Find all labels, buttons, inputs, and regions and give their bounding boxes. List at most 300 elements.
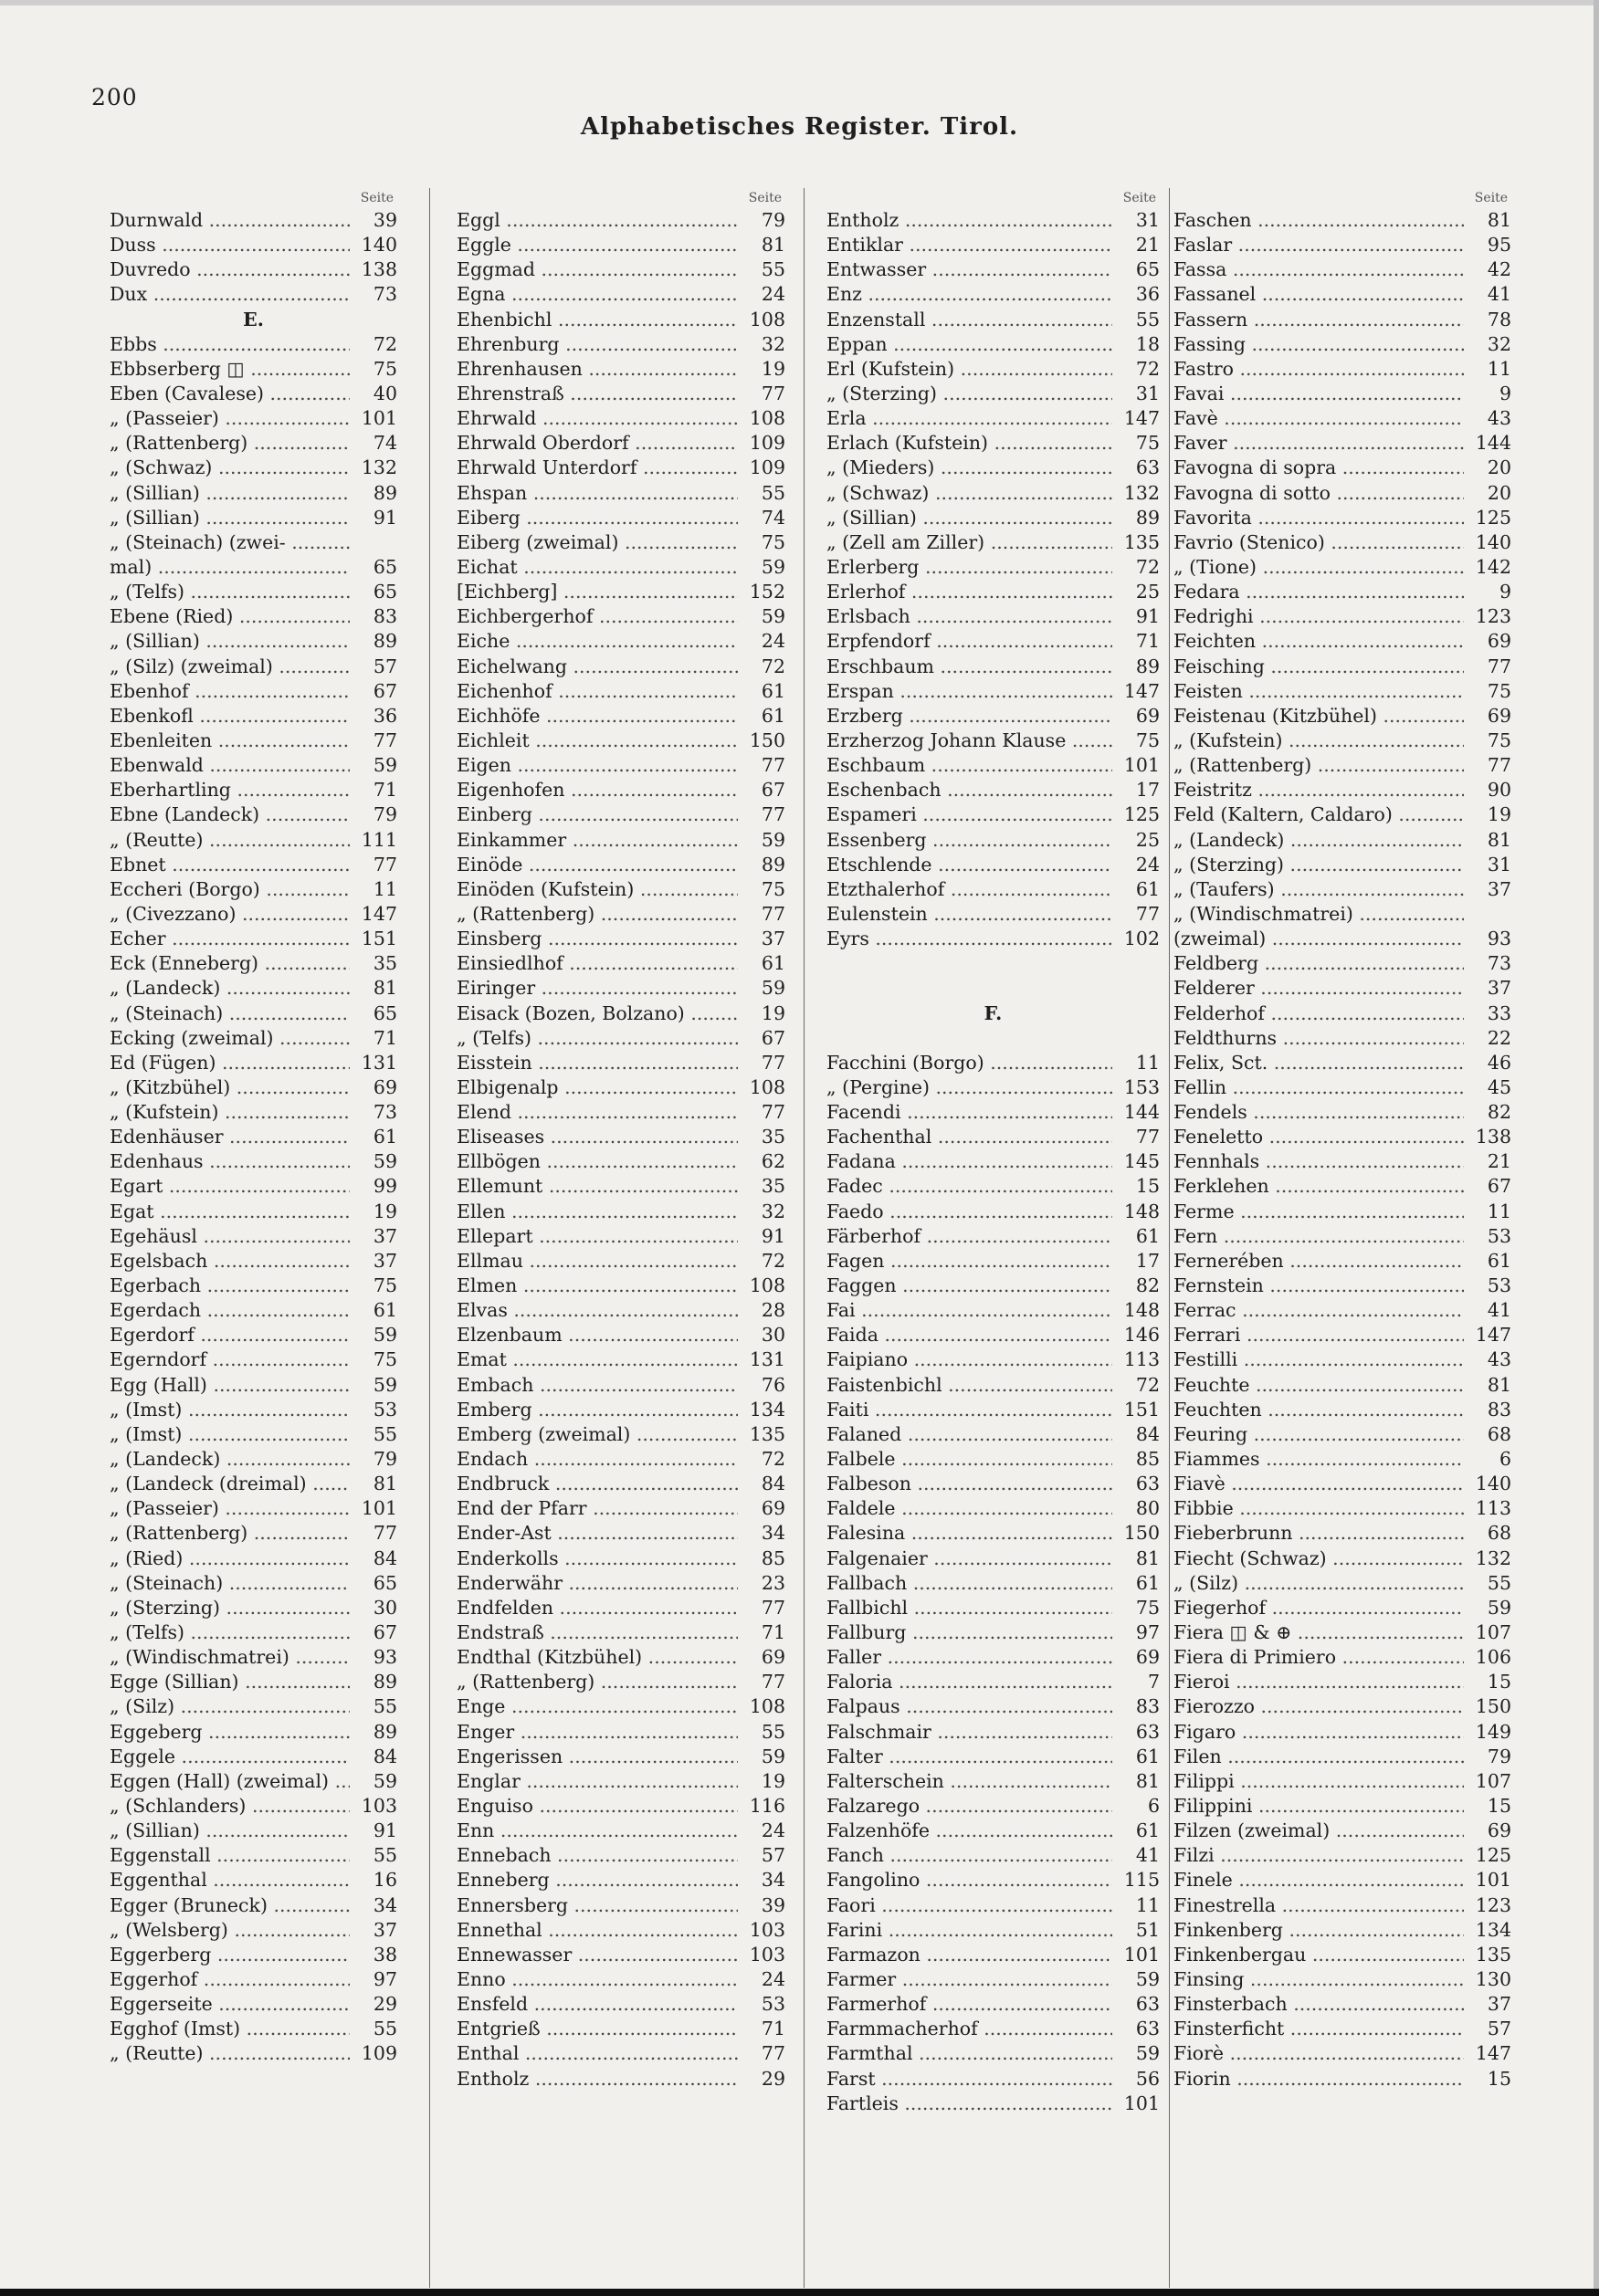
page-ref: 150: [749, 729, 785, 751]
index-entry: [826, 1398, 1160, 1422]
place-name: „ (Rattenberg) .....: [110, 431, 350, 456]
place-name: Eichhöfe .....: [457, 704, 738, 729]
page-ref: 81: [1135, 1769, 1160, 1792]
place-name: Filippini .....: [1173, 1794, 1464, 1819]
page-ref: 83: [373, 605, 397, 628]
page-ref: 15: [1135, 1175, 1160, 1198]
place-name: Fagen .....: [826, 1249, 1112, 1274]
page-ref: 125: [1475, 1844, 1511, 1867]
page-ref: 67: [761, 779, 785, 802]
page-ref: 142: [1475, 555, 1511, 578]
index-entry: [110, 902, 397, 927]
place-name: Filzen (zweimal) .....: [1173, 1819, 1464, 1843]
index-entry: [1173, 580, 1511, 604]
page-ref: 108: [749, 407, 785, 430]
index-entry: [110, 704, 397, 729]
index-entry: [1173, 332, 1511, 357]
page-ref: 83: [1487, 1398, 1511, 1421]
index-entry: [457, 1496, 785, 1521]
place-name: Fartleis .....: [826, 2092, 1112, 2116]
place-name: Egna .....: [457, 282, 738, 307]
index-entry: [110, 332, 397, 357]
place-name: Enz .....: [826, 282, 1112, 307]
place-name: „ (Imst) .....: [110, 1398, 350, 1422]
page-ref: 63: [1135, 456, 1160, 479]
index-entry: [1173, 1001, 1511, 1026]
index-entry: [1173, 555, 1511, 580]
page-ref: 93: [1487, 928, 1511, 950]
index-entry: [1173, 1298, 1511, 1323]
index-entry: [826, 679, 1160, 704]
index-entry: [110, 877, 397, 902]
page-ref: 146: [1123, 1324, 1160, 1347]
page-ref: 147: [1123, 679, 1160, 702]
page-ref: 56: [1135, 2067, 1160, 2090]
index-entry: [826, 604, 1160, 629]
page-ref: 24: [761, 630, 785, 653]
page-ref: 77: [1135, 1126, 1160, 1148]
index-entry: [457, 1001, 785, 1026]
page-ref: 37: [1487, 877, 1511, 900]
place-name: Eulenstein .....: [826, 902, 1112, 927]
index-entry: [457, 1620, 785, 1645]
index-entry: [1173, 1200, 1511, 1224]
index-entry: [457, 1447, 785, 1472]
index-entry: [457, 406, 785, 431]
page-ref: 95: [1487, 234, 1511, 257]
place-name: Ebnet .....: [110, 853, 350, 877]
index-entry: [826, 704, 1160, 729]
index-entry: [110, 729, 397, 753]
index-entry: [110, 1026, 397, 1051]
place-name: Faipiano .....: [826, 1347, 1112, 1372]
place-name: „ (Silz) .....: [1173, 1571, 1464, 1596]
place-name: „ (Sillian) .....: [110, 506, 350, 530]
place-name: „ (Silz) .....: [110, 1694, 350, 1719]
page-ref: [1464, 902, 1511, 927]
page-ref: 61: [761, 704, 785, 727]
index-entry: [110, 1447, 397, 1472]
place-name: Fassern .....: [1173, 308, 1464, 332]
place-name: Faver .....: [1173, 431, 1464, 456]
page-ref: 41: [1487, 283, 1511, 306]
place-name: Einöden (Kufstein) .....: [457, 877, 738, 902]
page-ref: 29: [761, 2067, 785, 2090]
page-ref: 80: [1135, 1497, 1160, 1520]
page-ref: 134: [749, 1398, 785, 1421]
place-name: Egehäusl .....: [110, 1224, 350, 1249]
place-name: Ferklehen .....: [1173, 1174, 1464, 1199]
page-ref: 71: [761, 1621, 785, 1644]
place-name: Feneletto .....: [1173, 1125, 1464, 1149]
place-name: Fallbach .....: [826, 1571, 1112, 1596]
index-entry: [110, 1496, 397, 1521]
index-entry: [826, 1249, 1160, 1274]
index-entry: [110, 1843, 397, 1868]
place-name: Ender-Ast .....: [457, 1521, 738, 1546]
page-ref: 81: [373, 1473, 397, 1495]
place-name: Feuring .....: [1173, 1422, 1464, 1447]
place-name: „ (Sillian) .....: [110, 629, 350, 654]
place-name: Edenhaus .....: [110, 1149, 350, 1174]
place-name: Egerdach .....: [110, 1298, 350, 1323]
page-ref: 138: [1475, 1126, 1511, 1148]
place-name: Filippi .....: [1173, 1769, 1464, 1794]
index-entry: [457, 1323, 785, 1347]
place-name: Feuchte .....: [1173, 1373, 1464, 1398]
page-ref: 69: [1135, 704, 1160, 727]
place-name: Erlerberg .....: [826, 555, 1112, 580]
page-ref: 59: [373, 1150, 397, 1173]
index-entry: [1173, 1992, 1511, 2017]
page-ref: 85: [761, 1546, 785, 1569]
place-name: Espameri .....: [826, 802, 1112, 827]
page-ref: 11: [1135, 1051, 1160, 1074]
place-name: Egat .....: [110, 1200, 350, 1224]
page-ref: 140: [1475, 530, 1511, 553]
page-ref: 69: [1487, 1819, 1511, 1842]
place-name: „ (Kufstein) .....: [110, 1100, 350, 1125]
index-entry: [826, 506, 1160, 530]
place-name: Faldele .....: [826, 1496, 1112, 1521]
place-name: „ (Sillian) .....: [826, 506, 1112, 530]
page-ref: 151: [361, 928, 397, 950]
place-name: Falpaus .....: [826, 1694, 1112, 1719]
index-entry: [826, 902, 1160, 927]
index-entry: [457, 802, 785, 827]
page-ref: 116: [749, 1795, 785, 1817]
page-ref: 59: [761, 555, 785, 578]
page-ref: 39: [761, 1893, 785, 1916]
place-name: „ (Rattenberg) .....: [110, 1521, 350, 1546]
index-entry: [1173, 1596, 1511, 1620]
index-entry: [110, 604, 397, 629]
index-entry: [457, 580, 785, 604]
index-entry: [457, 853, 785, 877]
index-entry: [826, 308, 1160, 332]
index-entry: [826, 456, 1160, 480]
page-ref: 24: [761, 1967, 785, 1990]
index-entry: [1173, 951, 1511, 976]
place-name: Einsberg .....: [457, 927, 738, 951]
place-name: Eigen .....: [457, 753, 738, 778]
page-ref: 61: [761, 952, 785, 975]
place-name: Ebbs .....: [110, 332, 350, 357]
page-ref: 135: [749, 1422, 785, 1445]
place-name: Egerndorf .....: [110, 1347, 350, 1372]
place-name: „ (Passeier) .....: [110, 1496, 350, 1521]
place-name: Ehrwald Oberdorf .....: [457, 431, 738, 456]
place-name: Emberg (zweimal) .....: [457, 1422, 738, 1447]
page-ref: 63: [1135, 2018, 1160, 2040]
place-name: Echer .....: [110, 927, 350, 951]
page-ref: 72: [761, 1448, 785, 1471]
place-name: Falbeson .....: [826, 1472, 1112, 1496]
page-ref: 59: [1135, 2042, 1160, 2065]
place-name: Einkammer .....: [457, 828, 738, 853]
index-entry: [826, 1992, 1160, 2017]
place-name: „ (Tione) .....: [1173, 555, 1464, 580]
page-ref: 67: [1487, 1175, 1511, 1198]
place-name: Egghof (Imst) .....: [110, 2017, 350, 2041]
page-ref: 148: [1123, 1299, 1160, 1322]
page-ref: 39: [373, 209, 397, 231]
place-name: Facendi .....: [826, 1100, 1112, 1125]
page-ref: 75: [373, 1348, 397, 1371]
page-ref: 108: [749, 1695, 785, 1718]
index-entry: [110, 456, 397, 480]
index-entry: [826, 927, 1160, 951]
index-entry: [110, 679, 397, 704]
page-ref: 29: [373, 1993, 397, 2016]
place-name: Ellepart .....: [457, 1224, 738, 1249]
place-name: Endthal (Kitzbühel) .....: [457, 1645, 738, 1670]
place-name: Eggenstall .....: [110, 1843, 350, 1868]
place-name: Fendels .....: [1173, 1100, 1464, 1125]
place-name: „ (Mieders) .....: [826, 456, 1112, 480]
place-name: Fellin .....: [1173, 1075, 1464, 1100]
index-entry: [826, 233, 1160, 257]
place-name: Feldberg .....: [1173, 951, 1464, 976]
place-name: Erlsbach .....: [826, 604, 1112, 629]
page-ref: 55: [761, 1720, 785, 1743]
page-ref: 35: [373, 952, 397, 975]
index-entry: [457, 1769, 785, 1794]
place-name: „ (Steinach) (zwei- .....: [110, 530, 350, 555]
index-entry: [1173, 753, 1511, 778]
page-ref: 107: [1475, 1621, 1511, 1644]
place-name: Eggele .....: [110, 1745, 350, 1769]
place-name: [Eichberg] .....: [457, 580, 738, 604]
page-ref: 59: [373, 1373, 397, 1396]
place-name: Fieroi .....: [1173, 1670, 1464, 1694]
column-rule: [429, 188, 430, 2288]
place-name: Felderer .....: [1173, 976, 1464, 1001]
place-name: Eggeberg .....: [110, 1720, 350, 1745]
index-entry: [110, 1918, 397, 1943]
scan-right-edge: [1594, 0, 1599, 2296]
place-name: Ferrac .....: [1173, 1298, 1464, 1323]
place-name: mal) .....: [110, 555, 350, 580]
place-name: Elvas .....: [457, 1298, 738, 1323]
place-name: Eiberg (zweimal) .....: [457, 530, 738, 555]
place-name: Eccheri (Borgo) .....: [110, 877, 350, 902]
place-name: Egge (Sillian) .....: [110, 1670, 350, 1694]
place-name: Ebenleiten .....: [110, 729, 350, 753]
place-name: Ellemunt .....: [457, 1174, 738, 1199]
index-entry: [826, 282, 1160, 307]
index-entry: [457, 1893, 785, 1918]
index-entry: [457, 1670, 785, 1694]
index-entry: [110, 530, 397, 555]
index-entry: [457, 357, 785, 382]
place-name: „ (Telfs) .....: [110, 1620, 350, 1645]
place-name: „ (Kufstein) .....: [1173, 729, 1464, 753]
index-entry: [826, 357, 1160, 382]
page-ref: 115: [1123, 1869, 1160, 1892]
index-entry: [110, 1075, 397, 1100]
index-entry: [110, 1694, 397, 1719]
place-name: „ (Civezzano) .....: [110, 902, 350, 927]
place-name: Ellen .....: [457, 1200, 738, 1224]
index-entry: [826, 1125, 1160, 1149]
page-ref: 46: [1487, 1051, 1511, 1074]
place-name: Enzenstall .....: [826, 308, 1112, 332]
place-name: Ferrari .....: [1173, 1323, 1464, 1347]
index-entry: [826, 406, 1160, 431]
section-heading: [110, 308, 397, 332]
index-entry: [1173, 1051, 1511, 1075]
page-ref: 83: [1135, 1695, 1160, 1718]
place-name: Enge .....: [457, 1694, 738, 1719]
index-entry: [826, 208, 1160, 233]
place-name: Ellmau .....: [457, 1249, 738, 1274]
index-entry: [826, 1893, 1160, 1918]
page-ref: 140: [361, 234, 397, 257]
page-ref: 103: [749, 1943, 785, 1966]
index-entry: [1173, 1645, 1511, 1670]
page-ref: 101: [1123, 2092, 1160, 2114]
place-name: Etzthalerhof .....: [826, 877, 1112, 902]
page-ref: 134: [1475, 1918, 1511, 1941]
index-entry: [1173, 1347, 1511, 1372]
place-name: Eiberg .....: [457, 506, 738, 530]
index-entry: [110, 1794, 397, 1819]
place-name: Farst .....: [826, 2067, 1112, 2092]
place-name: Fedrighi .....: [1173, 604, 1464, 629]
index-entry: [457, 1249, 785, 1274]
place-name: Favrio (Stenico) .....: [1173, 530, 1464, 555]
page-ref: 148: [1123, 1200, 1160, 1222]
page-ref: 97: [373, 1967, 397, 1990]
index-entry: [110, 1249, 397, 1274]
page-ref: 37: [761, 928, 785, 950]
index-entry: [826, 332, 1160, 357]
index-entry: [1173, 927, 1511, 951]
index-entry: [110, 1645, 397, 1670]
page-ref: 77: [761, 1101, 785, 1124]
page-ref: 75: [1135, 432, 1160, 455]
page-ref: 53: [1487, 1274, 1511, 1297]
page-ref: 42: [1487, 258, 1511, 281]
index-entry: [1173, 1967, 1511, 1992]
place-name: „ (Sterzing) .....: [110, 1596, 350, 1620]
index-entry: [826, 1075, 1160, 1100]
page-ref: 55: [1487, 1571, 1511, 1594]
page-ref: 15: [1487, 2067, 1511, 2090]
index-entry: [826, 481, 1160, 506]
index-entry: [457, 382, 785, 406]
index-entry: [1173, 1026, 1511, 1051]
index-entry: [110, 1224, 397, 1249]
page-number: 200: [91, 84, 138, 110]
index-entry: [457, 282, 785, 307]
page-ref: 79: [761, 209, 785, 231]
page-ref: 34: [373, 1893, 397, 1916]
place-name: Emberg .....: [457, 1398, 738, 1422]
page-ref: 21: [1487, 1150, 1511, 1173]
place-name: „ (Reutte) .....: [110, 828, 350, 853]
page-ref: 59: [373, 1324, 397, 1347]
index-entry: [1173, 1943, 1511, 1967]
index-entry: [457, 679, 785, 704]
page-ref: 55: [373, 2018, 397, 2040]
page-ref: 132: [361, 456, 397, 479]
place-name: Fern .....: [1173, 1224, 1464, 1249]
index-entry: [457, 1819, 785, 1843]
index-entry: [457, 1200, 785, 1224]
index-entry: [457, 506, 785, 530]
index-entry: [110, 208, 397, 233]
page-ref: 67: [761, 1026, 785, 1049]
index-entry: [110, 555, 397, 580]
page-ref: 101: [1123, 1943, 1160, 1966]
place-name: Erzberg .....: [826, 704, 1112, 729]
index-entry: [1173, 357, 1511, 382]
index-entry: [110, 1620, 397, 1645]
seite-label: Seite: [1122, 191, 1156, 205]
index-entry: [457, 308, 785, 332]
place-name: „ (Reutte) .....: [110, 2041, 350, 2066]
page-ref: 71: [1135, 630, 1160, 653]
place-name: Eschenbach .....: [826, 778, 1112, 802]
page-ref: 68: [1487, 1522, 1511, 1545]
index-entry: [457, 1398, 785, 1422]
place-name: „ (Landeck) .....: [110, 976, 350, 1001]
index-entry: [457, 729, 785, 753]
index-entry: [110, 357, 397, 382]
page-ref: 150: [1123, 1522, 1160, 1545]
place-name: Ed (Fügen) .....: [110, 1051, 350, 1075]
place-name: Duvredo .....: [110, 257, 350, 282]
page-ref: 150: [1475, 1695, 1511, 1718]
page-ref: 77: [761, 1051, 785, 1074]
page-ref: 102: [1123, 928, 1160, 950]
page-ref: 53: [761, 1993, 785, 2016]
page-ref: 74: [373, 432, 397, 455]
page-ref: 77: [1487, 655, 1511, 677]
index-entry: [457, 1596, 785, 1620]
index-entry: [1173, 1868, 1511, 1892]
page-ref: 77: [761, 2042, 785, 2065]
page-ref: 79: [373, 1448, 397, 1471]
page-ref: 77: [761, 754, 785, 777]
index-entry: [826, 1620, 1160, 1645]
section-heading: [826, 1001, 1160, 1026]
index-entry: [826, 1694, 1160, 1719]
index-entry: [1173, 1694, 1511, 1719]
place-name: Emat .....: [457, 1347, 738, 1372]
page-ref: 59: [761, 977, 785, 1000]
page-ref: 84: [373, 1745, 397, 1767]
page-ref: 59: [1487, 1596, 1511, 1619]
index-entry: [110, 1745, 397, 1769]
page-ref: 75: [761, 530, 785, 553]
index-entry: [1173, 1125, 1511, 1149]
place-name: Eggenthal .....: [110, 1868, 350, 1892]
place-name: Fadana .....: [826, 1149, 1112, 1174]
page-ref: 75: [1135, 729, 1160, 751]
index-entry: [1173, 1546, 1511, 1571]
page-ref: 151: [1123, 1398, 1160, 1421]
index-entry: [1173, 257, 1511, 282]
place-name: Feisching .....: [1173, 655, 1464, 679]
place-name: Fiavè .....: [1173, 1472, 1464, 1496]
index-entry: [826, 655, 1160, 679]
place-name: Festilli .....: [1173, 1347, 1464, 1372]
page-ref: 61: [1135, 1224, 1160, 1247]
page-ref: 19: [373, 1200, 397, 1222]
